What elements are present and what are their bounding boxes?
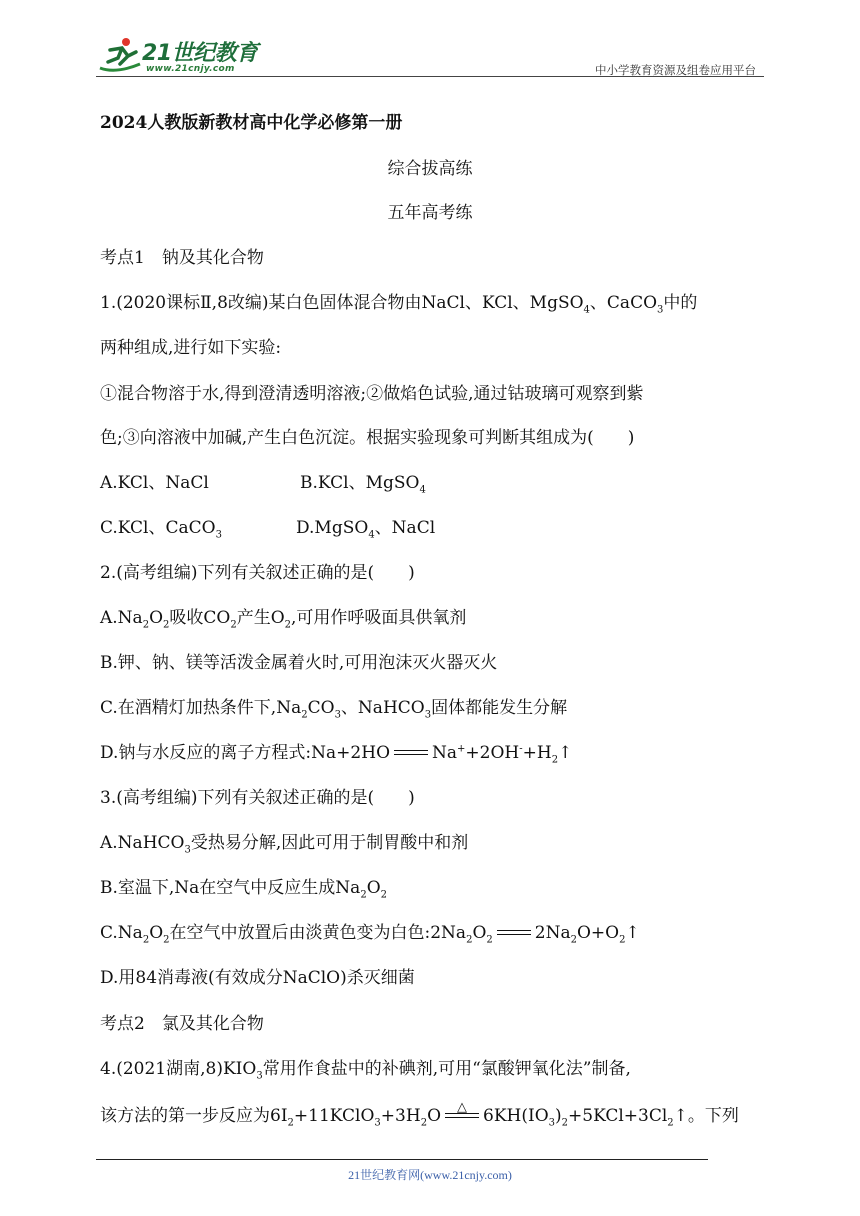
subscript: 2: [301, 709, 308, 721]
q2-stem: 2.(高考组编)下列有关叙述正确的是( ): [100, 563, 415, 583]
subscript: 2: [142, 619, 150, 631]
option-text: D.MgSO: [296, 518, 369, 538]
logo-url: www.21cnjy.com: [146, 64, 235, 74]
equals-sign: [497, 930, 531, 938]
q1-text: 中的: [663, 293, 698, 313]
equals-sign: [394, 750, 428, 758]
q4-line-1: [100, 1056, 631, 1082]
option-text: B.KCl、MgSO: [300, 473, 420, 493]
subscript: 3: [548, 1117, 556, 1129]
subscript: 2: [667, 1117, 674, 1129]
subscript: 2: [284, 619, 292, 631]
q3-option-d: D.用84消毒液(有效成分NaClO)杀灭细菌: [100, 968, 415, 988]
subscript: 3: [215, 529, 222, 541]
option-text: O+O: [576, 923, 620, 943]
runner-logo-icon: [96, 34, 144, 78]
q1-option-d: [296, 515, 435, 541]
option-text: O: [366, 878, 381, 898]
site-logo[interactable]: [96, 34, 266, 78]
subscript: 2: [420, 1117, 428, 1129]
q1-option-c: [100, 515, 222, 541]
footer-divider: [96, 1159, 708, 1160]
page-header: [96, 28, 764, 80]
section-heading-2: 考点2 氯及其化合物: [100, 1014, 264, 1034]
q4-text: ↑。下列: [673, 1106, 739, 1126]
option-text: 产生O: [236, 608, 285, 628]
subscript: 2: [287, 1117, 294, 1129]
logo-text: 21世纪教育: [142, 41, 258, 66]
option-text: C.Na: [100, 923, 143, 943]
subscript: 2: [163, 619, 170, 631]
option-text: 2Na: [534, 923, 571, 943]
option-text: 在空气中放置后由淡黄色变为白色:2Na: [169, 923, 467, 943]
subscript: 4: [368, 529, 375, 541]
q3-option-b: [100, 875, 387, 901]
option-text: ,可用作呼吸面具供氧剂: [291, 608, 467, 628]
option-text: C.KCl、CaCO: [100, 518, 216, 538]
option-text: ↑: [625, 923, 640, 943]
document-subtitle-2: 五年高考练: [387, 203, 473, 223]
q1-text: 、CaCO: [589, 293, 658, 313]
subscript: 2: [570, 934, 577, 946]
subscript: 3: [657, 304, 664, 316]
q4-text: 6KH(IO: [483, 1106, 549, 1126]
option-text: ↑: [558, 743, 573, 763]
q1-option-a: A.KCl、NaCl: [100, 473, 209, 493]
q2-option-a: [100, 605, 466, 631]
heating-condition: △: [457, 1099, 467, 1115]
q1-line-2: 两种组成,进行如下实验:: [100, 338, 282, 358]
subscript: 2: [360, 889, 367, 901]
subscript: 2: [466, 934, 473, 946]
q4-text: +5KCl+3Cl: [568, 1106, 668, 1126]
header-tagline: 中小学教育资源及组卷应用平台: [595, 63, 756, 77]
subscript: 2: [619, 934, 626, 946]
document-title: 2024人教版新教材高中化学必修第一册: [100, 113, 403, 133]
q4-text: 常用作食盐中的补碘剂,可用“氯酸钾氧化法”制备,: [262, 1059, 631, 1079]
q1-line-1: [100, 290, 697, 316]
q4-text: O: [427, 1106, 441, 1126]
option-text: B.室温下,Na在空气中反应生成Na: [100, 878, 361, 898]
q4-text: 该方法的第一步反应为6I: [100, 1106, 288, 1126]
document-subtitle-1: 综合拔高练: [387, 159, 473, 179]
subscript: 2: [486, 934, 493, 946]
q4-text: +3H: [380, 1106, 421, 1126]
q2-option-d: [100, 740, 572, 766]
q1-text: 1.(2020课标Ⅱ,8改编)某白色固体混合物由NaCl、KCl、MgSO: [100, 293, 584, 313]
q3-option-a: [100, 830, 468, 856]
subscript: 3: [334, 709, 341, 721]
subscript: 2: [551, 754, 559, 766]
q2-option-b: B.钾、钠、镁等活泼金属着火时,可用泡沫灭火器灭火: [100, 653, 498, 673]
subscript: 2: [561, 1117, 569, 1129]
option-text: 、NaCl: [374, 518, 436, 538]
q3-stem: 3.(高考组编)下列有关叙述正确的是( ): [100, 788, 415, 808]
option-text: Na: [432, 743, 458, 763]
option-text: O: [472, 923, 487, 943]
q1-line-3: ①混合物溶于水,得到澄清透明溶液;②做焰色试验,通过钴玻璃可观察到紫: [100, 384, 644, 404]
option-text: +H: [522, 743, 552, 763]
heat-equals-sign: [445, 1099, 479, 1121]
option-text: 固体都能发生分解: [431, 698, 568, 718]
option-text: C.在酒精灯加热条件下,Na: [100, 698, 302, 718]
option-text: A.Na: [100, 608, 143, 628]
subscript: 3: [374, 1117, 381, 1129]
superscript: -: [519, 743, 523, 755]
subscript: 3: [424, 709, 432, 721]
q3-option-c: [100, 920, 640, 946]
section-heading-1: 考点1 钠及其化合物: [100, 248, 264, 268]
option-text: CO: [307, 698, 335, 718]
q4-text: 4.(2021湖南,8)KIO: [100, 1059, 257, 1079]
q1-option-b: [300, 470, 426, 496]
subscript: 2: [142, 934, 150, 946]
superscript: +: [457, 743, 466, 755]
q4-line-2: [100, 1099, 739, 1129]
subscript: 2: [230, 619, 237, 631]
footer-link[interactable]: 21世纪教育网(www.21cnjy.com): [348, 1168, 512, 1182]
option-text: D.钠与水反应的离子方程式:Na+2H: [100, 743, 377, 763]
option-text: A.NaHCO: [100, 833, 185, 853]
option-text: O: [149, 608, 164, 628]
q1-line-4: 色;③向溶液中加碱,产生白色沉淀。根据实验现象可判断其组成为( ): [100, 428, 635, 448]
q4-text: ): [555, 1106, 562, 1126]
option-text: O: [149, 923, 164, 943]
subscript: 4: [583, 304, 590, 316]
subscript: 3: [256, 1070, 263, 1082]
q4-text: +11KClO: [293, 1106, 375, 1126]
option-text: +2OH: [465, 743, 520, 763]
q2-option-c: [100, 695, 567, 721]
option-text: 吸收CO: [169, 608, 231, 628]
subscript: 2: [163, 934, 170, 946]
option-text: O: [376, 743, 390, 763]
header-divider: [96, 76, 764, 77]
subscript: 2: [380, 889, 388, 901]
subscript: 3: [184, 844, 191, 856]
subscript: 4: [419, 484, 426, 496]
option-text: 、NaHCO: [340, 698, 425, 718]
option-text: 受热易分解,因此可用于制胃酸中和剂: [190, 833, 469, 853]
